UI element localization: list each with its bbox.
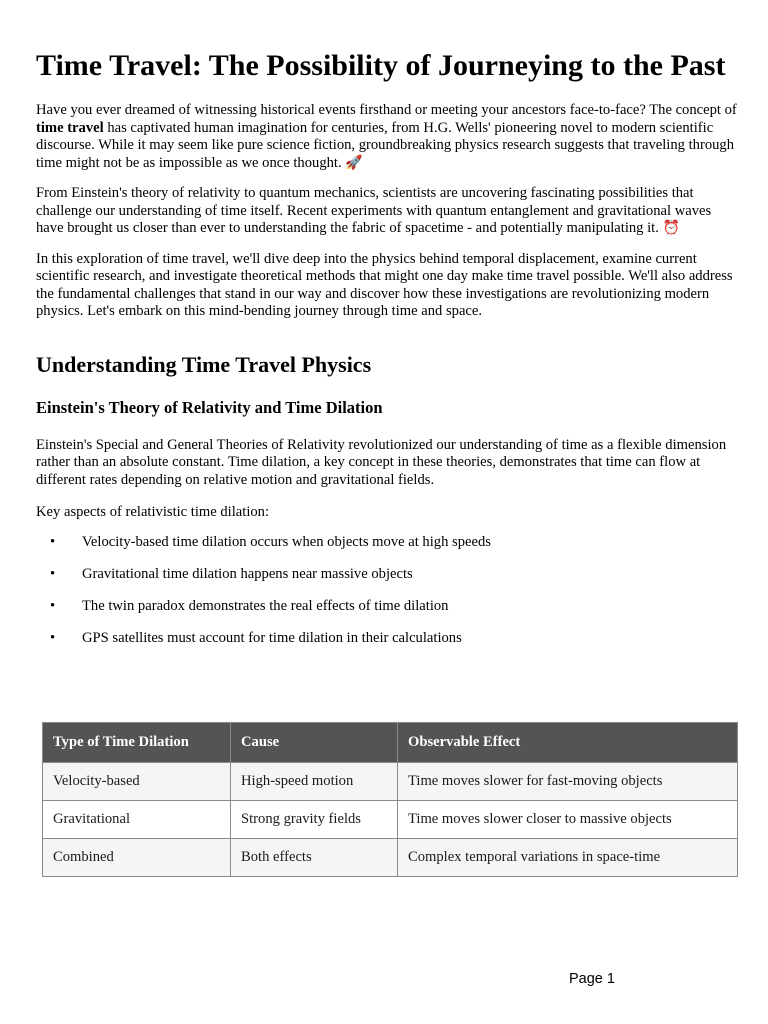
alarm-clock-icon: ⏰	[662, 220, 680, 236]
intro-text-end: has captivated human imagination for centuries, from H.G. Wells' pioneering novel to modern scientific discourse. While it may seem like pure science fiction, groundbreaking physics research suggests that traveling through time might not be as impossible as we once thought.	[36, 119, 735, 171]
table-cell: Time moves slower closer to massive objects	[398, 801, 738, 839]
table-header-type: Type of Time Dilation	[43, 723, 231, 763]
bullet-icon: •	[50, 597, 56, 614]
relativity-intro-text: From Einstein's theory of relativity to quantum mechanics, scientists are uncovering fascinating possibilities that challenge our understanding of time itself. Recent experiments with quantum entanglement and gravitational waves have brought us closer than ever to understanding the fabric of spacetime - and potentially manipulating it.	[36, 185, 712, 236]
document-page	[36, 0, 738, 865]
table-header-cause: Cause	[231, 723, 398, 763]
key-aspects-label: Key aspects of relativistic time dilation:	[36, 504, 270, 520]
bullet-icon: •	[50, 629, 56, 646]
table-cell: High-speed motion	[231, 763, 398, 801]
page-number: Page 1	[569, 971, 615, 987]
table-cell: Complex temporal variations in space-time	[398, 839, 738, 877]
table-row	[43, 839, 738, 877]
table-row	[43, 763, 738, 801]
intro-bold-term: time travel	[36, 119, 104, 136]
table-row	[43, 801, 738, 839]
subsection-heading: Einstein's Theory of Relativity and Time Dilation	[36, 397, 383, 417]
list-item	[36, 630, 738, 648]
section-heading: Understanding Time Travel Physics	[36, 351, 372, 377]
relativity-intro-paragraph	[36, 185, 738, 238]
bullet-icon: •	[50, 533, 56, 550]
rocket-icon: 🚀	[345, 154, 363, 171]
list-item-text: GPS satellites must account for time dilation in their calculations	[82, 629, 462, 646]
intro-paragraph	[36, 102, 738, 172]
time-dilation-table	[42, 722, 738, 877]
table-cell: Strong gravity fields	[231, 801, 398, 839]
list-item-text: Velocity-based time dilation occurs when objects move at high speeds	[82, 533, 491, 550]
table-cell: Time moves slower for fast-moving objects	[398, 763, 738, 801]
table-cell: Velocity-based	[43, 763, 231, 801]
list-item-text: The twin paradox demonstrates the real effects of time dilation	[82, 597, 449, 614]
list-item	[36, 534, 738, 552]
table-header-effect: Observable Effect	[398, 723, 738, 763]
list-item	[36, 566, 738, 584]
exploration-paragraph: In this exploration of time travel, we'll dive deep into the physics behind temporal displacement, examine current scientific research, and investigate theoretical methods that might one day make time travel possible. We'll also address the fundamental challenges that stand in our way and discover how these investigations are revolutionizing modern physics. Let's embark on this mind-bending journey through time and space.	[36, 250, 733, 319]
list-item-text: Gravitational time dilation happens near massive objects	[82, 565, 413, 582]
table-cell: Gravitational	[43, 801, 231, 839]
time-dilation-list	[36, 534, 738, 648]
list-item	[36, 598, 738, 616]
page-title: Time Travel: The Possibility of Journeying to the Past	[36, 49, 726, 82]
intro-text-start: Have you ever dreamed of witnessing historical events firsthand or meeting your ancestors face-to-face? The concept of	[36, 102, 737, 118]
relativity-paragraph: Einstein's Special and General Theories of Relativity revolutionized our understanding of time as a flexible dimension rather than an absolute constant. Time dilation, a key concept in these theories, demonstrates that time can flow at different rates depending on relative motion and gravitational fields.	[36, 436, 727, 488]
table-cell: Both effects	[231, 839, 398, 877]
bullet-icon: •	[50, 565, 56, 582]
table-cell: Combined	[43, 839, 231, 877]
table-header-row	[43, 723, 738, 763]
